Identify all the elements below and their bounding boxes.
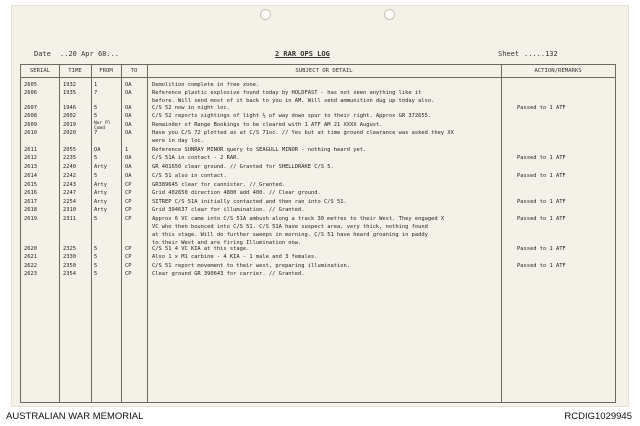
date-label: Date [34,50,51,58]
action-cell: Passed to 1 ATF [517,105,566,111]
time-cell: 2330 [63,254,76,260]
serial-cell: 2605 [24,82,37,88]
log-title: 2 RAR OPS LOG [275,50,330,58]
serial-cell: 2621 [24,254,37,260]
to-cell: OA [125,173,132,179]
time-cell: 2311 [63,216,76,222]
to-cell: OA [125,130,132,136]
detail-cell [152,89,502,105]
from-cell: 5 [94,105,98,111]
serial-cell: 2619 [24,216,37,222]
serial-cell: 2607 [24,105,37,111]
detail-line: Grid 402650 direction 4800 add 400. // Clear ground. [152,190,321,196]
to-cell: CP [125,246,132,252]
punch-hole [384,9,395,20]
to-cell: 1 [125,147,129,153]
to-cell: CP [125,254,132,260]
time-cell: 2325 [63,246,76,252]
detail-line: C/S 51 report movement to their west, preparing illumination. [152,263,350,269]
punch-hole [260,9,271,20]
date-value: ..20 Apr 68... [60,50,120,58]
time-cell: 2055 [63,147,76,153]
to-cell: CP [125,216,132,222]
detail-line: C/S 51 4 VC KIA at this stage. [152,246,250,252]
detail-cell [152,262,502,270]
detail-cell [152,104,502,112]
detail-line: Approx 6 VC came into C/S 51A ambush along a track 30 metres to their West. They engaged X [152,216,445,222]
detail-line: Reference plastic explosive found today by HOLDFAST - has not seen anything like it [152,90,422,96]
serial-cell: 2610 [24,130,37,136]
action-cell: Passed to 1 ATF [517,246,566,252]
serial-cell: 2620 [24,246,37,252]
to-cell: OA [125,122,132,128]
to-cell: OA [125,155,132,161]
from-cell: 7 [94,90,98,96]
col-header-serial: SERIAL [29,68,51,74]
serial-cell: 2611 [24,147,37,153]
from-cell: 7 [94,130,98,136]
time-cell: 2020 [63,130,76,136]
time-cell: 1946 [63,105,76,111]
sheet-value: .....132 [524,50,558,58]
log-table [20,64,616,403]
time-cell: 2254 [63,199,76,205]
detail-cell [152,146,502,154]
detail-line: were in day loc. [152,138,204,144]
to-cell: CP [125,207,132,213]
time-cell: 2354 [63,271,76,277]
detail-line: to their West and are firing Illumination now. [152,240,302,246]
from-cell: Arty [94,182,107,188]
action-cell: Passed to 1 ATF [517,199,566,205]
to-cell: CP [125,271,132,277]
detail-line: Reference SUNRAY MINOR query to SEAGULL MINOR - nothing heard yet. [152,147,367,153]
time-cell: 2235 [63,155,76,161]
to-cell: OA [125,113,132,119]
serial-cell: 2617 [24,199,37,205]
serial-cell: 2612 [24,155,37,161]
detail-line: SITREP C/S 51A initially contacted and then ran into C/S 51. [152,199,347,205]
col-header-from: FROM [99,68,113,74]
serial-cell: 2614 [24,173,37,179]
detail-line: at this stage. Will do further sweeps in morning. C/S 51 have heard groaning in paddy [152,232,428,238]
time-cell: 2242 [63,173,76,179]
log-sheet [12,6,628,406]
sheet-label: Sheet [498,50,520,58]
serial-cell: 2609 [24,122,37,128]
col-header-action: ACTION/REMARKS [534,68,582,74]
serial-cell: 2616 [24,190,37,196]
detail-line: C/S 51 also in contact. [152,173,227,179]
detail-cell [152,253,502,261]
to-cell: CP [125,199,132,205]
col-header-subject: SUBJECT OR DETAIL [295,68,353,74]
detail-cell [152,206,502,214]
to-cell: CP [125,190,132,196]
from-cell: Arty [94,207,107,213]
from-cell: Arty [94,164,107,170]
detail-cell [152,181,502,189]
from-cell: 5 [94,263,98,269]
serial-cell: 2618 [24,207,37,213]
from-cell: Arty [94,199,107,205]
detail-line: Grid 394637 clear for illumination. // Granted. [152,207,305,213]
detail-line: Have you C/S 72 plotted as at C/S 71oc. // Yes but at time ground clearance was asked they XX [152,130,454,136]
detail-line: C/S 52 reports sightings of light ½ of way down spur to their right. Approx GR 372655. [152,113,432,119]
serial-cell: 2615 [24,182,37,188]
from-cell: Arty [94,190,107,196]
detail-line: before. Will send most of it back to you in AM. Will send ammunition dug up today also. [152,98,435,104]
detail-line: GR389645 clear for cannister. // Granted. [152,182,286,188]
to-cell: OA [125,164,132,170]
detail-cell [152,121,502,129]
detail-cell [152,189,502,197]
time-cell: 2002 [63,113,76,119]
from-cell: 5 [94,113,98,119]
detail-line: VC who then bounced into C/S 51. C/S 51A have suspect area, very thick, nothing found [152,224,428,230]
from-cell: 5 [94,155,98,161]
detail-line: Remainder of Range Bookings to be cleared with 1 ATF AM 21 XXXX August. [152,122,383,128]
serial-cell: 2606 [24,90,37,96]
time-cell: 2350 [63,263,76,269]
action-cell: Passed to 1 ATF [517,155,566,161]
detail-line: C/S 51A in contact - 2 RAR. [152,155,240,161]
action-cell: Passed to 1 ATF [517,173,566,179]
from-cell: 1 [94,82,98,88]
time-cell: 1935 [63,90,76,96]
from-cell: 5 [94,246,98,252]
time-cell: 2243 [63,182,76,188]
time-cell: 2310 [63,207,76,213]
detail-line: GR 401650 clear ground. // Granted for SHELLDRAKE C/S 5. [152,164,334,170]
footer-source: AUSTRALIAN WAR MEMORIAL [6,411,144,422]
to-cell: CP [125,263,132,269]
serial-cell: 2623 [24,271,37,277]
from-cell: 5 [94,271,98,277]
detail-cell [152,198,502,206]
time-cell: 1932 [63,82,76,88]
footer-id: RCDIG1029945 [564,411,632,422]
detail-cell [152,163,502,171]
serial-cell: 2622 [24,263,37,269]
from-cell: OA [94,147,101,153]
action-cell: Passed to 1 ATF [517,216,566,222]
to-cell: OA [125,90,132,96]
action-cell: Passed to 1 ATF [517,263,566,269]
detail-cell [152,245,502,253]
col-header-time: TIME [68,68,82,74]
from-cell: Nor Pl Comd [94,121,111,131]
to-cell: CP [125,182,132,188]
from-cell: 5 [94,173,98,179]
detail-cell [152,154,502,162]
to-cell: OA [125,82,132,88]
time-cell: 2247 [63,190,76,196]
detail-cell [152,172,502,180]
serial-cell: 2613 [24,164,37,170]
detail-cell [152,81,502,89]
to-cell: OA [125,105,132,111]
time-cell: 2240 [63,164,76,170]
serial-cell: 2608 [24,113,37,119]
detail-cell [152,112,502,120]
col-header-to: TO [130,68,138,74]
from-cell: 5 [94,216,98,222]
detail-cell [152,270,502,278]
from-cell: 5 [94,254,98,260]
detail-cell [152,215,502,247]
detail-line: Also 1 x M1 carbine - 4 KIA - 1 male and 3 females. [152,254,318,260]
detail-line: Clear ground GR 390643 for carrier. // Granted. [152,271,305,277]
detail-cell [152,129,502,145]
time-cell: 2019 [63,122,76,128]
detail-line: Demolition complete in free zone. [152,82,260,88]
detail-line: C/S 52 now in night loc. [152,105,230,111]
